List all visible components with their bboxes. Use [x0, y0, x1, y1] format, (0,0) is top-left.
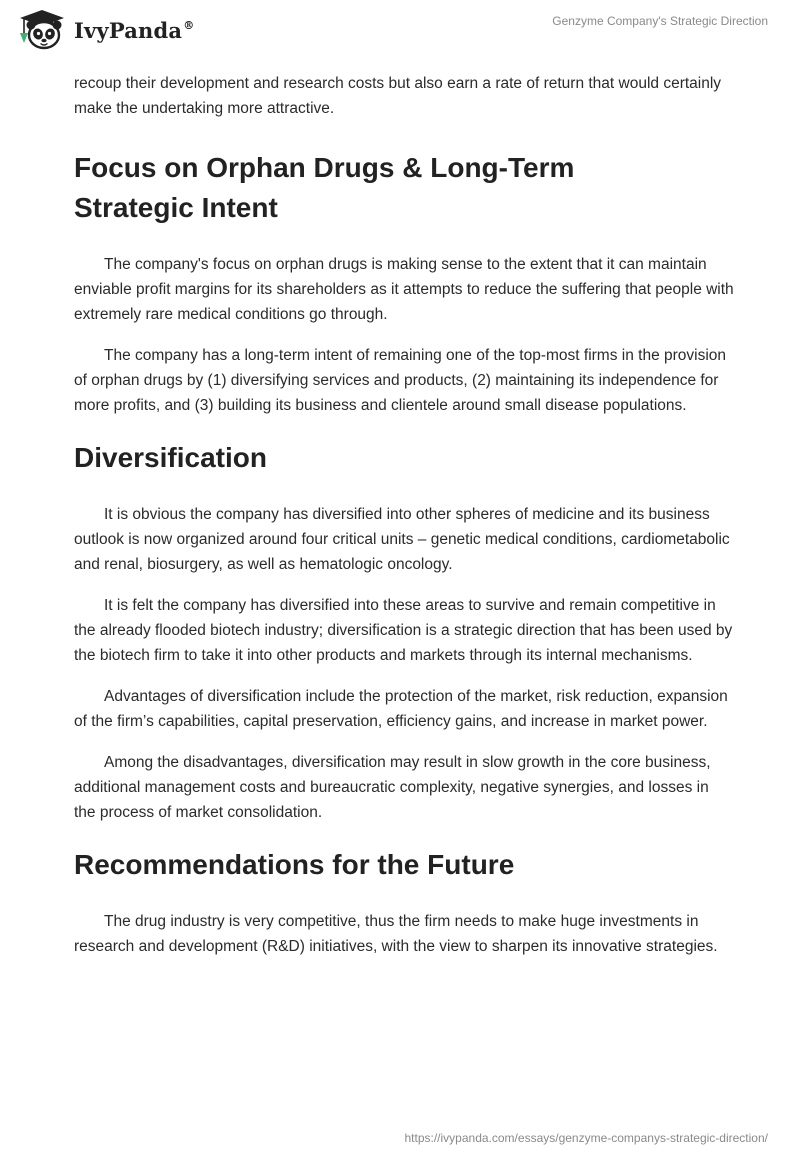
- panda-graduate-icon: [14, 7, 70, 53]
- paragraph: The drug industry is very competitive, thus the firm needs to make huge investments in research and development (R&D) initiatives, with the view to sharpen its innovative strategies.: [74, 913, 718, 955]
- page-header: [0, 0, 800, 60]
- paragraph: It is obvious the company has diversified into other spheres of medicine and its business outlook is now organized around four critical units – genetic medical conditions, cardiometabolic and renal, biosurgery, as well as hematologic oncology.: [74, 506, 730, 573]
- paragraph: It is felt the company has diversified into these areas to survive and remain competitive in the already flooded biotech industry; diversification is a strategic direction that has been used by the biotech firm to take it into other products and markets through its internal mechanisms.: [74, 597, 733, 664]
- paragraph: Advantages of diversification include the protection of the market, risk reduction, expansion of the firm’s capabilities, capital preservation, efficiency gains, and increase in market power.: [74, 688, 728, 730]
- ivypanda-logo[interactable]: [14, 7, 194, 53]
- brand-name: IvyPanda®: [74, 17, 195, 43]
- registered-mark: ®: [183, 18, 195, 32]
- paragraph: The company has a long-term intent of remaining one of the top-most firms in the provision of orphan drugs by (1) diversifying services and products, (2) maintaining its independence for more profits, and (3) building its business and clientele around small disease populations.: [74, 347, 727, 414]
- source-url-link[interactable]: https://ivypanda.com/essays/genzyme-companys-strategic-direction/: [404, 1131, 768, 1145]
- essay-body: [74, 71, 734, 959]
- paragraph: The company's focus on orphan drugs is making sense to the extent that it can maintain enviable profit margins for its shareholders as it attempts to reduce the suffering that people with extremely rare medical conditions go through.: [74, 256, 734, 323]
- section-heading-orphan-drugs: Focus on Orphan Drugs & Long-Term Strategic Intent: [74, 152, 575, 223]
- intro-paragraph: recoup their development and research costs but also earn a rate of return that would certainly make the undertaking more attractive.: [74, 75, 722, 117]
- document-title: Genzyme Company's Strategic Direction: [552, 14, 768, 28]
- paragraph: Among the disadvantages, diversification may result in slow growth in the core business, additional management costs and bureaucratic complexity, negative synergies, and losses in the process of market consolidation.: [74, 754, 711, 821]
- section-heading-diversification: Diversification: [74, 442, 267, 473]
- section-heading-recommendations: Recommendations for the Future: [74, 849, 515, 880]
